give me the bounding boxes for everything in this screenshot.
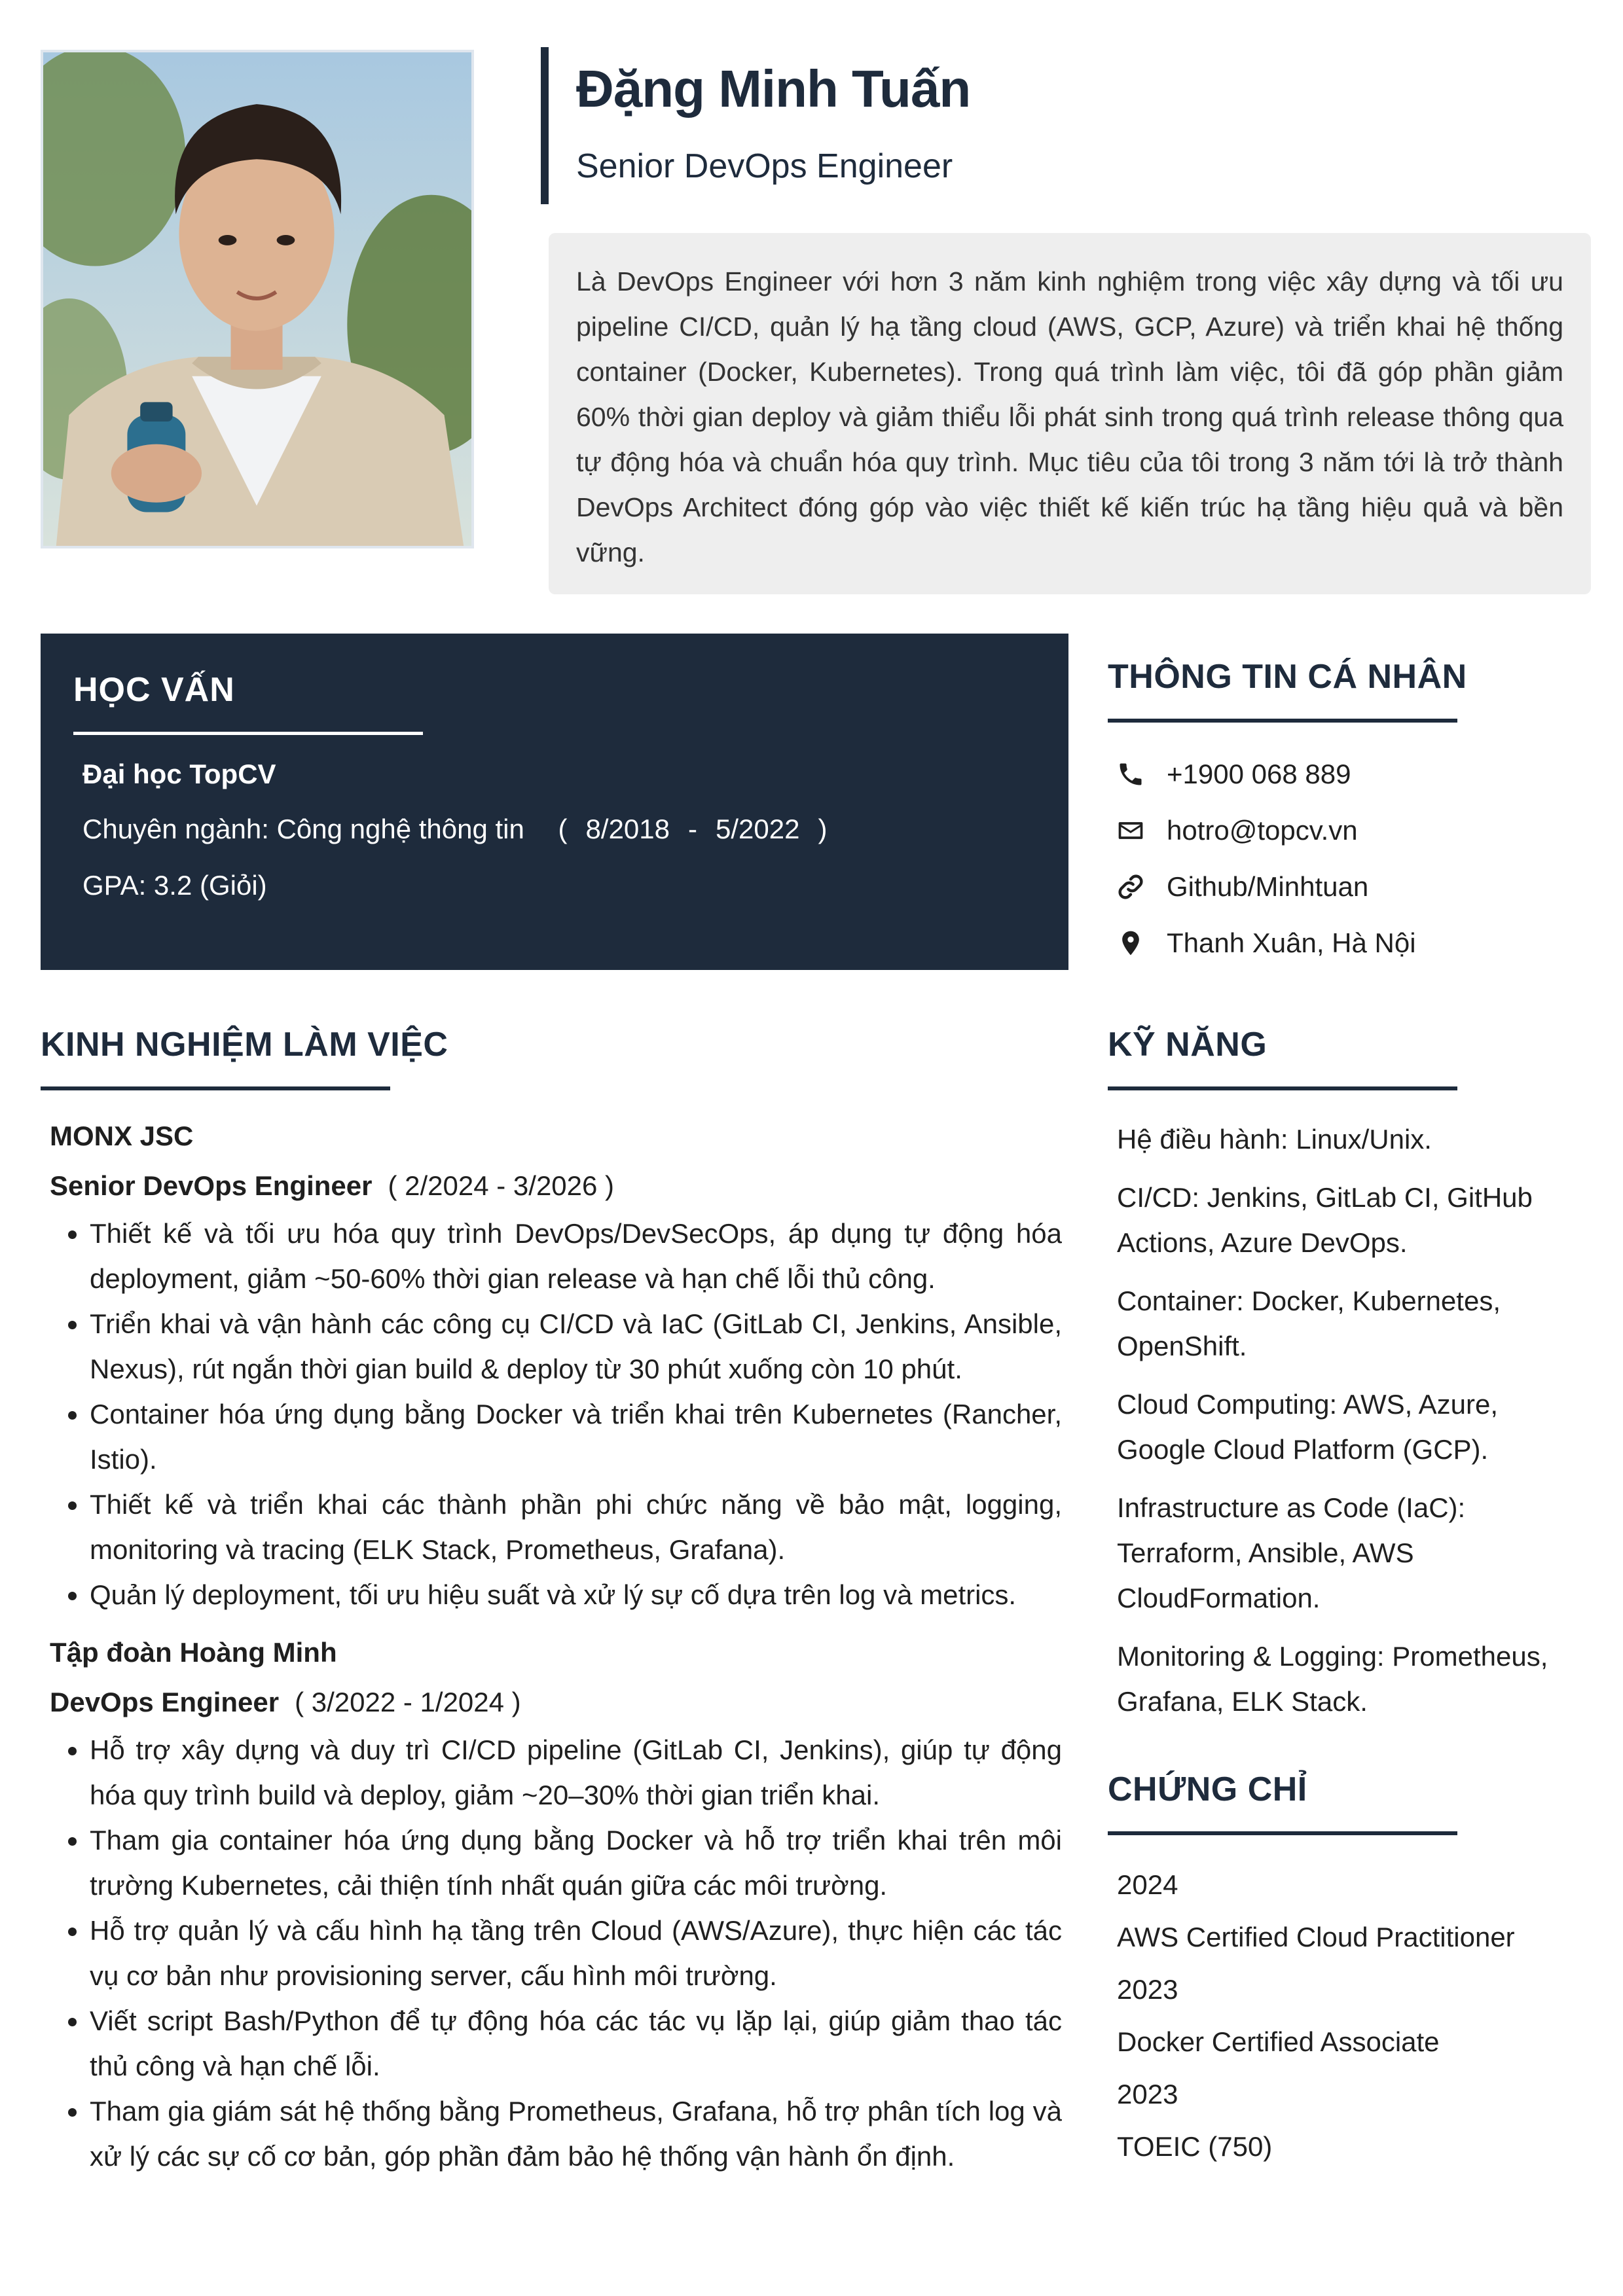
personal-info-section	[1108, 657, 1579, 971]
education-date-dash: -	[688, 814, 698, 844]
summary-box	[549, 233, 1591, 594]
link-icon	[1114, 870, 1147, 903]
skill-item: CI/CD: Jenkins, GitLab CI, GitHub Actions, Azure DevOps.	[1117, 1182, 1533, 1258]
personal-info-divider	[1108, 719, 1457, 723]
certificate-item	[1108, 2068, 1592, 2173]
name-block	[541, 47, 970, 204]
info-link[interactable]	[1108, 859, 1579, 915]
job-bullet: Viết script Bash/Python để tự động hóa các tác vụ lặp lại, giúp giảm thao tác thủ công và hạn chế lỗi.	[41, 1998, 1062, 2089]
education-divider	[73, 732, 423, 735]
certificate-year: 2023	[1117, 2079, 1178, 2109]
job-bullet-list	[41, 1727, 1062, 2179]
education-school: Đại học TopCV	[82, 759, 276, 789]
job-bullet: Thiết kế và triển khai các thành phần phi chức năng về bảo mật, logging, monitoring và tracing (ELK Stack, Prometheus, Grafana).	[41, 1482, 1062, 1572]
job-bullet: Thiết kế và tối ưu hóa quy trình DevOps/DevSecOps, áp dụng tự động hóa deployment, giảm ~50-60% thời gian release và hạn chế lỗi thủ công.	[41, 1211, 1062, 1301]
info-location	[1108, 915, 1579, 971]
skills-section	[1108, 1025, 1592, 1737]
info-phone[interactable]	[1108, 746, 1579, 802]
certificate-list	[1108, 1859, 1592, 2173]
personal-info-heading: THÔNG TIN CÁ NHÂN	[1108, 658, 1467, 696]
education-heading: HỌC VẤN	[73, 671, 235, 709]
job-dates: ( 2/2024 - 3/2026 )	[388, 1170, 615, 1201]
skill-item: Cloud Computing: AWS, Azure, Google Cloud Platform (GCP).	[1117, 1389, 1499, 1465]
job-bullet: Hỗ trợ xây dựng và duy trì CI/CD pipeline (GitLab CI, Jenkins), giúp tự động hóa quy trình build và deploy, giảm ~20–30% thời gian triển khai.	[41, 1727, 1062, 1818]
certificate-item	[1108, 1859, 1592, 1964]
location-pin-icon	[1114, 927, 1147, 960]
education-close-paren: )	[818, 814, 828, 844]
education-major: Chuyên ngành: Công nghệ thông tin	[82, 814, 524, 844]
job-role-line	[41, 1687, 1062, 1718]
education-section	[41, 634, 1068, 970]
education-gpa: GPA: 3.2 (Giỏi)	[82, 870, 267, 901]
education-major-line	[73, 814, 1036, 845]
job-bullet-list	[41, 1211, 1062, 1617]
job-bullet: Tham gia giám sát hệ thống bằng Prometheus, Grafana, hỗ trợ phân tích log và xử lý các sự cố cơ bản, góp phần đảm bảo hệ thống vận hành ổn định.	[41, 2089, 1062, 2179]
info-location-text: Thanh Xuân, Hà Nội	[1167, 927, 1416, 958]
job-company: Tập đoàn Hoàng Minh	[50, 1637, 337, 1668]
certificate-name: AWS Certified Cloud Practitioner	[1117, 1922, 1515, 1952]
skill-item: Container: Docker, Kubernetes, OpenShift.	[1117, 1285, 1501, 1361]
job-bullet: Tham gia container hóa ứng dụng bằng Docker và hỗ trợ triển khai trên môi trường Kubernetes, cải thiện tính nhất quán giữa các môi trường.	[41, 1818, 1062, 1908]
info-email-text: hotro@topcv.vn	[1167, 815, 1358, 846]
education-end-date: 5/2022	[716, 814, 800, 844]
job-role: Senior DevOps Engineer	[50, 1170, 373, 1201]
skill-item: Hệ điều hành: Linux/Unix.	[1117, 1124, 1432, 1155]
job-role-line	[41, 1170, 1062, 1202]
personal-info-list	[1108, 746, 1579, 971]
education-dates	[549, 814, 837, 844]
experience-divider	[41, 1086, 390, 1090]
candidate-name: Đặng Minh Tuấn	[576, 60, 971, 118]
info-email[interactable]	[1108, 802, 1579, 859]
certificate-year: 2023	[1117, 1974, 1178, 2005]
education-start-date: 8/2018	[585, 814, 670, 844]
certificates-section	[1108, 1770, 1592, 2173]
skill-list	[1108, 1117, 1592, 1724]
job-company: MONX JSC	[50, 1121, 194, 1151]
job-bullet: Triển khai và vận hành các công cụ CI/CD và IaC (GitLab CI, Jenkins, Ansible, Nexus), rút ngắn thời gian build & deploy từ 30 phút xuống còn 10 phút.	[41, 1301, 1062, 1391]
skills-divider	[1108, 1086, 1457, 1090]
skill-item: Monitoring & Logging: Prometheus, Grafana, ELK Stack.	[1117, 1641, 1548, 1717]
info-phone-text: +1900 068 889	[1167, 759, 1351, 789]
candidate-title: Senior DevOps Engineer	[576, 147, 953, 185]
certificate-name: TOEIC (750)	[1117, 2131, 1273, 2162]
email-icon	[1114, 814, 1147, 847]
profile-photo	[41, 50, 474, 548]
phone-icon	[1114, 758, 1147, 791]
certificates-divider	[1108, 1831, 1457, 1835]
skills-heading: KỸ NĂNG	[1108, 1026, 1267, 1064]
certificate-item	[1108, 1964, 1592, 2068]
job-dates: ( 3/2022 - 1/2024 )	[295, 1687, 521, 1717]
summary-text: Là DevOps Engineer với hơn 3 năm kinh nghiệm trong việc xây dựng và tối ưu pipeline CI/CD, quản lý hạ tầng cloud (AWS, GCP, Azure) và triển khai hệ thống container (Docker, Kubernetes). Trong quá trình làm việc, tôi đã góp phần giảm 60% thời gian deploy và giảm thiểu lỗi phát sinh trong quá trình release thông qua tự động hóa và chuẩn hóa quy trình. Mục tiêu của tôi trong 3 năm tới là trở thành DevOps Architect đóng góp vào việc thiết kế kiến trúc hạ tầng hiệu quả và bền vững.	[576, 266, 1563, 567]
experience-section	[41, 1025, 1062, 2179]
experience-heading: KINH NGHIỆM LÀM VIỆC	[41, 1026, 448, 1064]
job-bullet: Container hóa ứng dụng bằng Docker và triển khai trên Kubernetes (Rancher, Istio).	[41, 1391, 1062, 1482]
certificate-year: 2024	[1117, 1869, 1178, 1900]
certificate-name: Docker Certified Associate	[1117, 2026, 1440, 2057]
certificates-heading: CHỨNG CHỈ	[1108, 1770, 1307, 1808]
info-link-text: Github/Minhtuan	[1167, 871, 1369, 902]
education-open-paren: (	[558, 814, 568, 844]
job-role: DevOps Engineer	[50, 1687, 280, 1717]
job-bullet: Quản lý deployment, tối ưu hiệu suất và xử lý sự cố dựa trên log và metrics.	[41, 1572, 1062, 1617]
job-bullet: Hỗ trợ quản lý và cấu hình hạ tầng trên Cloud (AWS/Azure), thực hiện các tác vụ cơ bản như provisioning server, cấu hình môi trường.	[41, 1908, 1062, 1998]
skill-item: Infrastructure as Code (IaC): Terraform, Ansible, AWS CloudFormation.	[1117, 1492, 1466, 1613]
